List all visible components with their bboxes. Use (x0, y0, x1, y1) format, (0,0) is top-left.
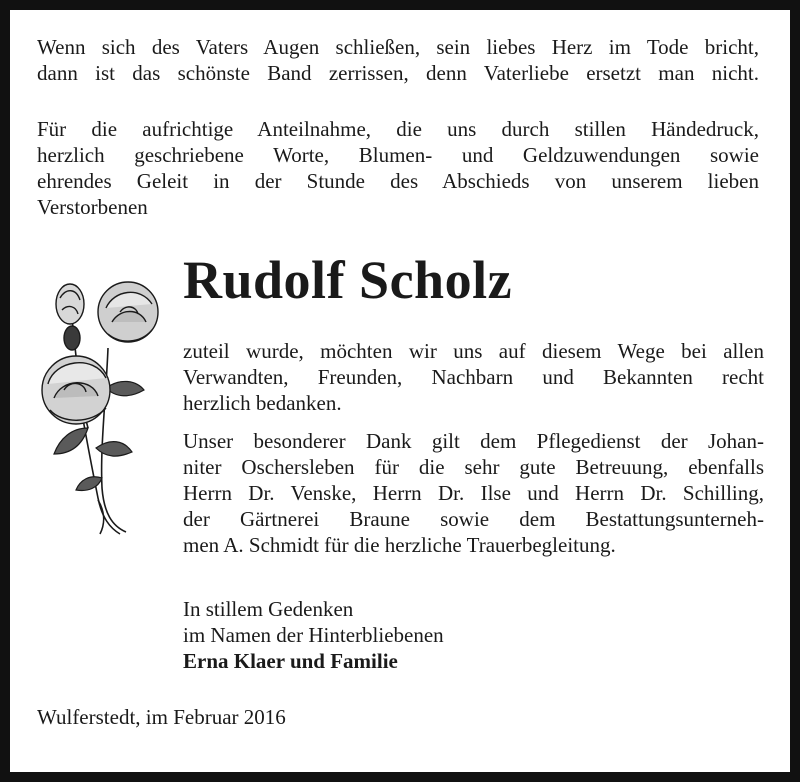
thanks-line-4: Unser besonderer Dank gilt dem Pflegedienst der Johan- (183, 429, 764, 453)
thanks-line-8: men A. Schmidt für die herzliche Trauerbegleitung. (183, 533, 616, 557)
thanks-line-2: Verwandten, Freunden, Nachbarn und Bekannten recht (183, 365, 764, 389)
thanks-line-7: der Gärtnerei Braune sowie dem Bestattungsunterneh- (183, 507, 764, 531)
intro-line-1: Für die aufrichtige Anteilnahme, die uns durch stillen Händedruck, (37, 117, 759, 141)
signature: Erna Klaer und Familie (183, 649, 398, 673)
verse-line-2: dann ist das schönste Band zerrissen, denn Vaterliebe ersetzt man nicht. (37, 61, 759, 85)
intro-line-4: Verstorbenen (37, 195, 148, 219)
intro-line-3: ehrendes Geleit in der Stunde des Abschieds von unserem lieben (37, 169, 759, 193)
obituary-notice (10, 10, 790, 772)
intro-line-2: herzlich geschriebene Worte, Blumen- und Geldzuwendungen sowie (37, 143, 759, 167)
deceased-name: Rudolf Scholz (183, 250, 513, 310)
thanks-line-3: herzlich bedanken. (183, 391, 342, 415)
thanks-line-1: zuteil wurde, möchten wir uns auf diesem Wege bei allen (183, 339, 764, 363)
place-date: Wulferstedt, im Februar 2016 (37, 705, 286, 729)
closing-line-1: In stillem Gedenken (183, 597, 354, 621)
thanks-line-6: Herrn Dr. Venske, Herrn Dr. Ilse und Herrn Dr. Schilling, (183, 481, 764, 505)
verse-line-1: Wenn sich des Vaters Augen schließen, sein liebes Herz im Tode bricht, (37, 35, 759, 59)
thanks-line-5: niter Oschersleben für die sehr gute Betreuung, ebenfalls (183, 455, 764, 479)
roses-icon (36, 278, 166, 538)
closing-line-2: im Namen der Hinterbliebenen (183, 623, 444, 647)
